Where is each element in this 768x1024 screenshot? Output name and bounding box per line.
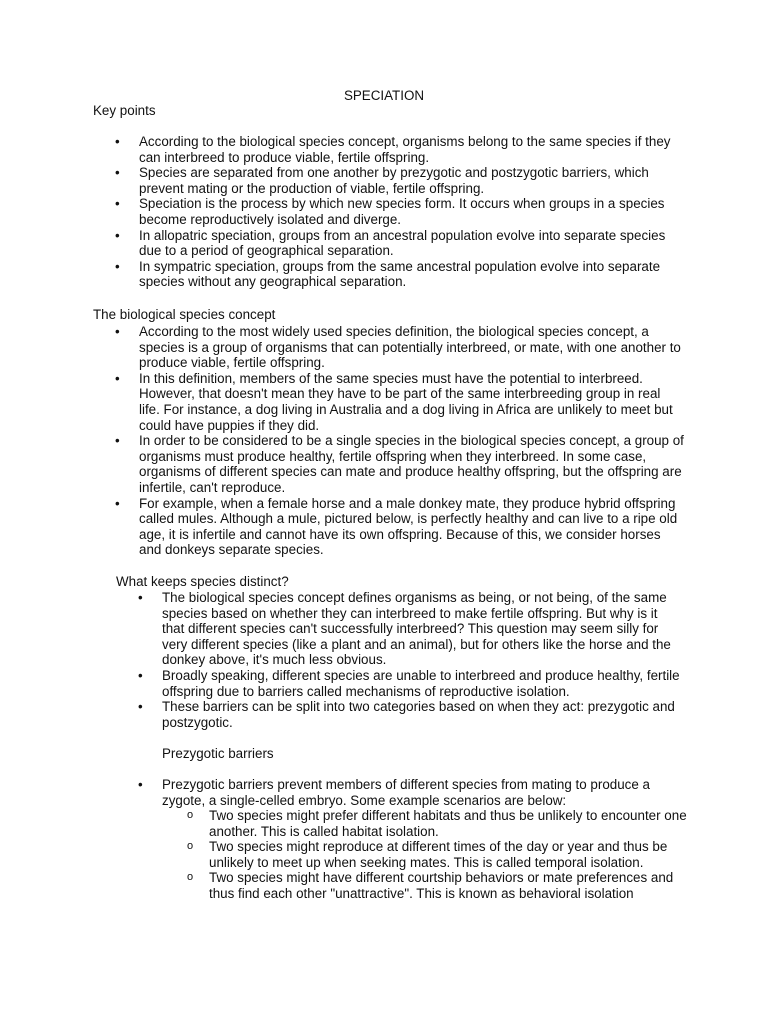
list-item: • The biological species concept defines organisms as being, or not being, of the same species based on whether they can interbreed to make fertile offspring. But why is it that different species can't successfully interbreed? This question may seem silly for very different species (like a plant and an animal), but for others like the horse and the donkey above, it's much less obvious.	[138, 590, 671, 668]
key-points-list	[115, 134, 679, 290]
list-item: • According to the most widely used species definition, the biological species concept, a species is a group of organisms that can potentially interbreed, or mate, with one another to produce viable, fertile offspring.	[115, 324, 681, 371]
bullet-icon: •	[115, 495, 120, 511]
prezygotic-sub-list	[187, 808, 689, 902]
key-points-heading: Key points	[93, 103, 156, 118]
bullet-icon: •	[115, 433, 120, 449]
distinct-heading: What keeps species distinct?	[116, 574, 289, 589]
bullet-icon: •	[115, 134, 120, 149]
bullet-icon: •	[115, 258, 120, 274]
list-item: • Prezygotic barriers prevent members of different species from mating to produce a zygote, a single-celled embryo. Some example scenarios are below:	[138, 777, 650, 808]
list-item: • Species are separated from one another by prezygotic and postzygotic barriers, which prevent mating or the production of viable, fertile offspring.	[115, 165, 649, 196]
bullet-icon: •	[138, 667, 143, 683]
circle-bullet-icon: o	[187, 840, 194, 853]
bullet-icon: •	[115, 227, 120, 243]
bullet-icon: •	[138, 699, 143, 715]
bullet-icon: •	[115, 196, 120, 212]
bullet-icon: •	[115, 370, 120, 386]
list-item: o Two species might prefer different habitats and thus be unlikely to encounter one another. This is called habitat isolation.	[187, 808, 687, 839]
circle-bullet-icon: o	[187, 809, 194, 821]
prezygotic-heading: Prezygotic barriers	[162, 746, 274, 761]
bio-species-heading: The biological species concept	[93, 307, 276, 322]
bullet-icon: •	[115, 324, 120, 339]
list-item: • In order to be considered to be a single species in the biological species concept, a group of organisms must produce healthy, fertile offspring when they interbreed. In some case, organisms of different species can mate and produce healthy offspring, but the offspring are infertile, can't reproduce.	[115, 433, 684, 495]
circle-bullet-icon: o	[187, 871, 194, 884]
list-item: • Speciation is the process by which new species form. It occurs when groups in a species become reproductively isolated and diverge.	[115, 196, 665, 227]
list-item: • In sympatric speciation, groups from the same ancestral population evolve into separate species without any geographical separation.	[115, 258, 661, 290]
bio-species-list	[115, 324, 684, 558]
distinct-list	[138, 590, 682, 730]
list-item: o Two species might reproduce at different times of the day or year and thus be unlikely to meet up when seeking mates. This is called temporal isolation.	[187, 839, 668, 870]
list-item: • In allopatric speciation, groups from an ancestral population evolve into separate species due to a period of geographical separation.	[115, 227, 666, 259]
bullet-icon: •	[138, 590, 143, 605]
list-item: • These barriers can be split into two categories based on when they act: prezygotic and postzygotic.	[138, 699, 675, 730]
list-item: o Two species might have different courtship behaviors or mate preferences and thus find each other "unattractive". This is known as behavioral isolation	[187, 870, 674, 901]
bullet-icon: •	[115, 165, 120, 181]
list-item: • In this definition, members of the same species must have the potential to interbreed. However, that doesn't mean they have to be part of the same interbreeding group in real life. For instance, a dog living in Australia and a dog living in Africa are unlikely to meet but could have puppies if they did.	[115, 370, 673, 433]
prezygotic-list	[138, 777, 682, 808]
document-title: SPECIATION	[343, 88, 425, 103]
list-item: • Broadly speaking, different species are unable to interbreed and produce healthy, fertile offspring due to barriers called mechanisms of reproductive isolation.	[138, 667, 680, 699]
bullet-icon: •	[138, 777, 143, 792]
list-item: • For example, when a female horse and a male donkey mate, they produce hybrid offspring called mules. Although a mule, pictured below, is perfectly healthy and can live to a ripe old age, it is infertile and cannot have its own offspring. Because of this, we consider horses and donkeys separate species.	[115, 495, 678, 558]
list-item: • According to the biological species concept, organisms belong to the same species if they can interbreed to produce viable, fertile offspring.	[115, 134, 671, 165]
